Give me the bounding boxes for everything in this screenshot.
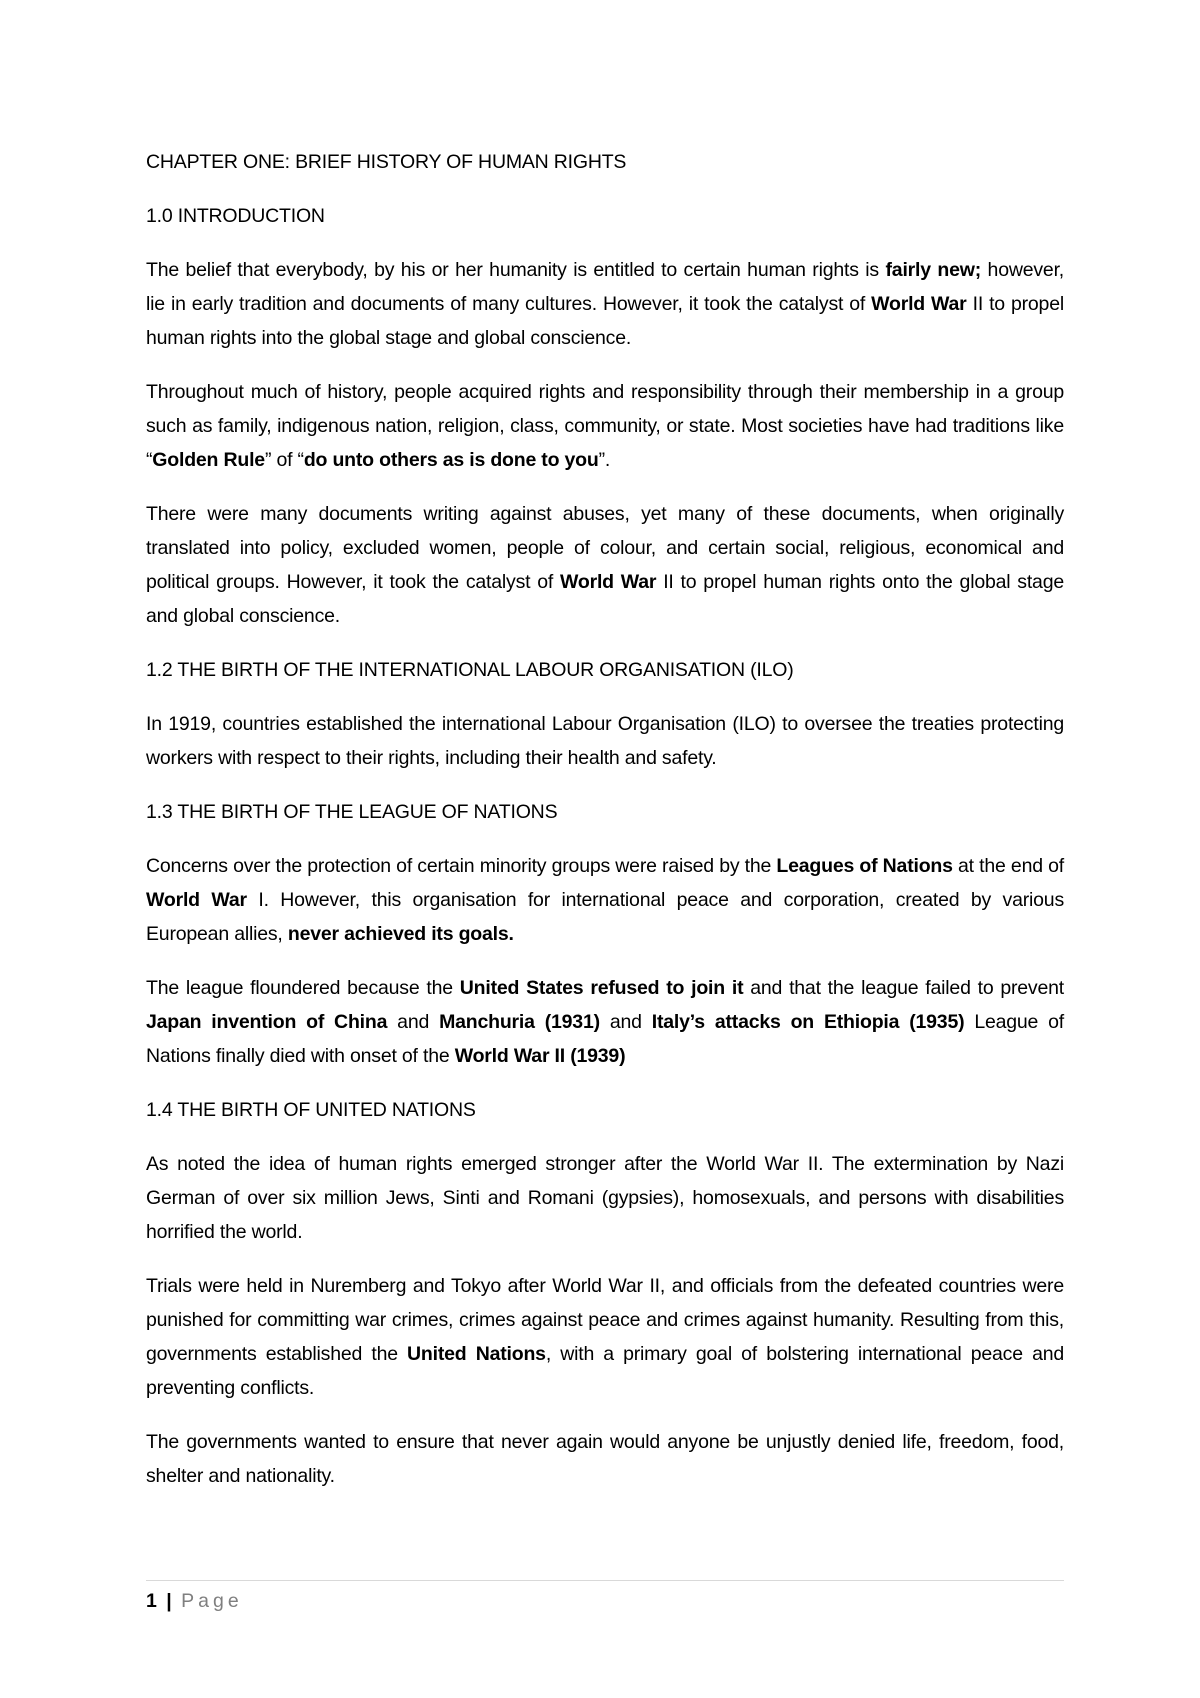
bold-text: never achieved its goals. bbox=[287, 923, 514, 945]
text-run: The belief that everybody, by his or her humanity is entitled to certain human rights is bbox=[146, 259, 886, 281]
footer-separator: | bbox=[166, 1590, 172, 1612]
page-content bbox=[146, 145, 1064, 1513]
bold-text: World War bbox=[871, 293, 967, 315]
bold-text: fairly new; bbox=[885, 259, 982, 281]
body-paragraph bbox=[146, 707, 1064, 775]
text-run: The league floundered because the bbox=[146, 977, 460, 999]
body-paragraph bbox=[146, 375, 1064, 477]
bold-text: Leagues of Nations bbox=[776, 855, 953, 877]
text-run: Trials were held in Nuremberg and Tokyo after World War II, and officials from the defeated countries were punished for committing war crimes, crimes against peace and crimes against humanity. Resulting from this, governments established the bbox=[146, 1275, 1064, 1365]
body-paragraph bbox=[146, 253, 1064, 355]
page-label: Page bbox=[181, 1590, 243, 1612]
text-run: Concerns over the protection of certain minority groups were raised by the bbox=[146, 855, 777, 877]
bold-text: United Nations bbox=[407, 1343, 546, 1365]
page-footer bbox=[146, 1586, 243, 1616]
body-paragraph bbox=[146, 1147, 1064, 1249]
section-heading: 1.2 THE BIRTH OF THE INTERNATIONAL LABOUR ORGANISATION (ILO) bbox=[146, 659, 794, 681]
body-paragraph bbox=[146, 849, 1064, 951]
text-run: ”. bbox=[598, 449, 611, 471]
text-run: In 1919, countries established the international Labour Organisation (ILO) to oversee the treaties protecting workers with respect to their rights, including their health and safety. bbox=[146, 713, 1064, 769]
text-run: II to propel human rights onto the global stage and global conscience. bbox=[146, 571, 1064, 627]
body-paragraph bbox=[146, 497, 1064, 633]
sections-container bbox=[146, 199, 1064, 1493]
text-run: League of Nations finally died with onset of the bbox=[146, 1011, 1065, 1067]
bold-text: Japan invention of China bbox=[146, 1011, 388, 1033]
bold-text: Manchuria (1931) bbox=[439, 1011, 600, 1033]
text-run: and that the league failed to prevent bbox=[743, 977, 1064, 999]
bold-text: United States refused to join it bbox=[459, 977, 744, 999]
text-run: , with a primary goal of bolstering international peace and preventing conflicts. bbox=[146, 1343, 1064, 1399]
bold-text: do unto others as is done to you bbox=[303, 449, 599, 471]
text-run: however, lie in early tradition and documents of many cultures. However, it took the catalyst of bbox=[146, 259, 1065, 315]
body-paragraph bbox=[146, 971, 1064, 1073]
body-paragraph bbox=[146, 1425, 1064, 1493]
chapter-title: CHAPTER ONE: BRIEF HISTORY OF HUMAN RIGHTS bbox=[146, 151, 627, 173]
bold-text: World War II (1939) bbox=[454, 1045, 626, 1067]
bold-text: World War bbox=[146, 889, 247, 911]
bold-text: Golden Rule bbox=[152, 449, 265, 471]
section-heading: 1.3 THE BIRTH OF THE LEAGUE OF NATIONS bbox=[146, 801, 558, 823]
text-run: As noted the idea of human rights emerged stronger after the World War II. The extermination by Nazi German of over six million Jews, Sinti and Romani (gypsies), homosexuals, and persons with disabilities horrified the world. bbox=[146, 1153, 1064, 1243]
text-run: I. However, this organisation for international peace and corporation, created by various European allies, bbox=[146, 889, 1064, 945]
section-heading: 1.4 THE BIRTH OF UNITED NATIONS bbox=[146, 1099, 476, 1121]
footer-divider bbox=[146, 1580, 1064, 1581]
text-run: Throughout much of history, people acquired rights and responsibility through their membership in a group such as family, indigenous nation, religion, class, community, or state. Most societies have had traditions like “ bbox=[146, 381, 1064, 471]
text-run: and bbox=[387, 1011, 440, 1033]
text-run: II to propel human rights into the global stage and global conscience. bbox=[146, 293, 1064, 349]
text-run: ” of “ bbox=[264, 449, 304, 471]
text-run: and bbox=[599, 1011, 652, 1033]
text-run: at the end of bbox=[952, 855, 1064, 877]
bold-text: World War bbox=[560, 571, 657, 593]
text-run: There were many documents writing against abuses, yet many of these documents, when originally translated into policy, excluded women, people of colour, and certain social, religious, economical and political groups. However, it took the catalyst of bbox=[146, 503, 1064, 593]
body-paragraph bbox=[146, 1269, 1064, 1405]
section-heading: 1.0 INTRODUCTION bbox=[146, 205, 325, 227]
text-run: The governments wanted to ensure that never again would anyone be unjustly denied life, freedom, food, shelter and nationality. bbox=[146, 1431, 1064, 1487]
page-number: 1 bbox=[146, 1590, 157, 1612]
bold-text: Italy’s attacks on Ethiopia (1935) bbox=[651, 1011, 965, 1033]
